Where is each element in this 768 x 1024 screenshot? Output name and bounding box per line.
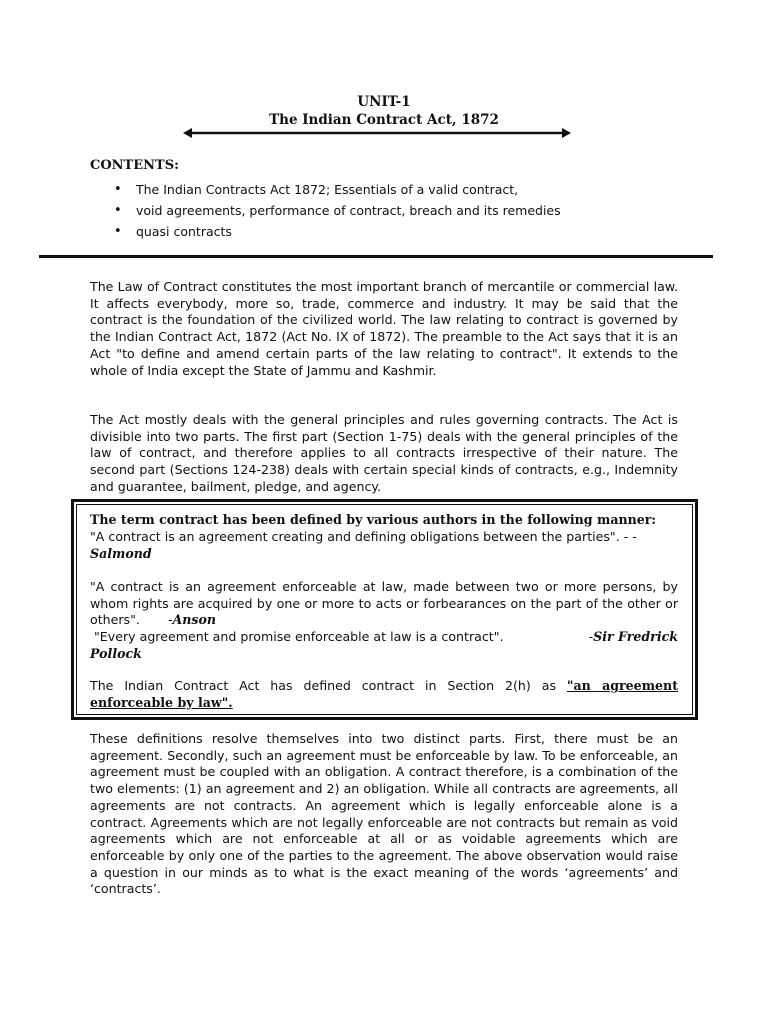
double-arrow-icon bbox=[183, 126, 571, 140]
pollock-quote: "Every agreement and promise enforceable at law is a contract". bbox=[94, 629, 504, 644]
anson-quote: "A contract is an agreement enforceable at law, made between two or more persons, by whom rights are acquired by one or more to acts or forbearances on the part of the other or others". bbox=[90, 579, 678, 628]
contents-item: • The Indian Contracts Act 1872; Essentials of a valid contract, bbox=[112, 179, 561, 200]
unit-label: UNIT-1 bbox=[357, 94, 411, 110]
contents-heading: CONTENTS: bbox=[90, 158, 179, 173]
anson-definition bbox=[90, 579, 678, 629]
contents-item: • quasi contracts bbox=[112, 221, 561, 242]
salmond-quote: "A contract is an agreement creating and defining obligations between the parties". - - bbox=[90, 529, 637, 544]
pollock-definition bbox=[90, 629, 678, 662]
pollock-author-line bbox=[589, 629, 678, 646]
definitions-heading: The term contract has been defined by various authors in the following manner: bbox=[90, 512, 657, 527]
anson-dash: - bbox=[167, 612, 173, 628]
anson-author: Anson bbox=[172, 612, 217, 628]
contents-list bbox=[112, 179, 561, 242]
contents-item: • void agreements, performance of contract, breach and its remedies bbox=[112, 200, 561, 221]
salmond-author: Salmond bbox=[90, 545, 152, 561]
intro-paragraph: The Law of Contract constitutes the most important branch of mercantile or commercial law. It affects everybody, more so, trade, commerce and industry. It may be said that the contract is the foundation of the civilized world. The law relating to contract is governed by the Indian Contract Act, 1872 (Act No. IX of 1872). The preamble to the Act says that it is an Act "to define and amend certain parts of the law relating to contract". It extends to the whole of India except the State of Jammu and Kashmir. bbox=[90, 279, 678, 378]
structure-paragraph: The Act mostly deals with the general principles and rules governing contracts. The Act is divisible into two parts. The first part (Section 1-75) deals with the general principles of the law of contract, and therefore applies to all contracts irrespective of their nature. The second part (Sections 124-238) deals with certain special kinds of contracts, e.g., Indemnity and guarantee, bailment, pledge, and agency. bbox=[90, 412, 678, 494]
pollock-author-last: Pollock bbox=[90, 645, 142, 661]
ica-text: The Indian Contract Act has defined contract in Section 2(h) as bbox=[90, 678, 557, 693]
ica-emphasis: "an agreement enforceable by law". bbox=[90, 678, 679, 710]
ica-definition bbox=[90, 678, 678, 711]
analysis-paragraph: These definitions resolve themselves into two distinct parts. First, there must be an agreement. Secondly, such an agreement must be enforceable by law. To be enforceable, an agreement must be coupled with an obligation. A contract therefore, is a combination of the two elements: (1) an agreement and 2) an obligation. While all contracts are agreements, all agreements are not contracts. An agreement which is legally enforceable alone is a contract. Agreements which are not legally enforceable are not contracts but remain as void agreements which are not enforceable at all or as voidable agreements which are enforceable by only one of the parties to the agreement. The above observation would raise a question in our minds as to what is the exact meaning of the words ‘agreements’ and ‘contracts’. bbox=[90, 731, 678, 897]
document-title: The Indian Contract Act, 1872 bbox=[269, 112, 499, 128]
section-divider bbox=[39, 255, 713, 258]
pollock-author-first: Sir Fredrick bbox=[593, 629, 678, 644]
salmond-definition bbox=[90, 529, 678, 562]
pollock-dash: - bbox=[588, 629, 594, 644]
